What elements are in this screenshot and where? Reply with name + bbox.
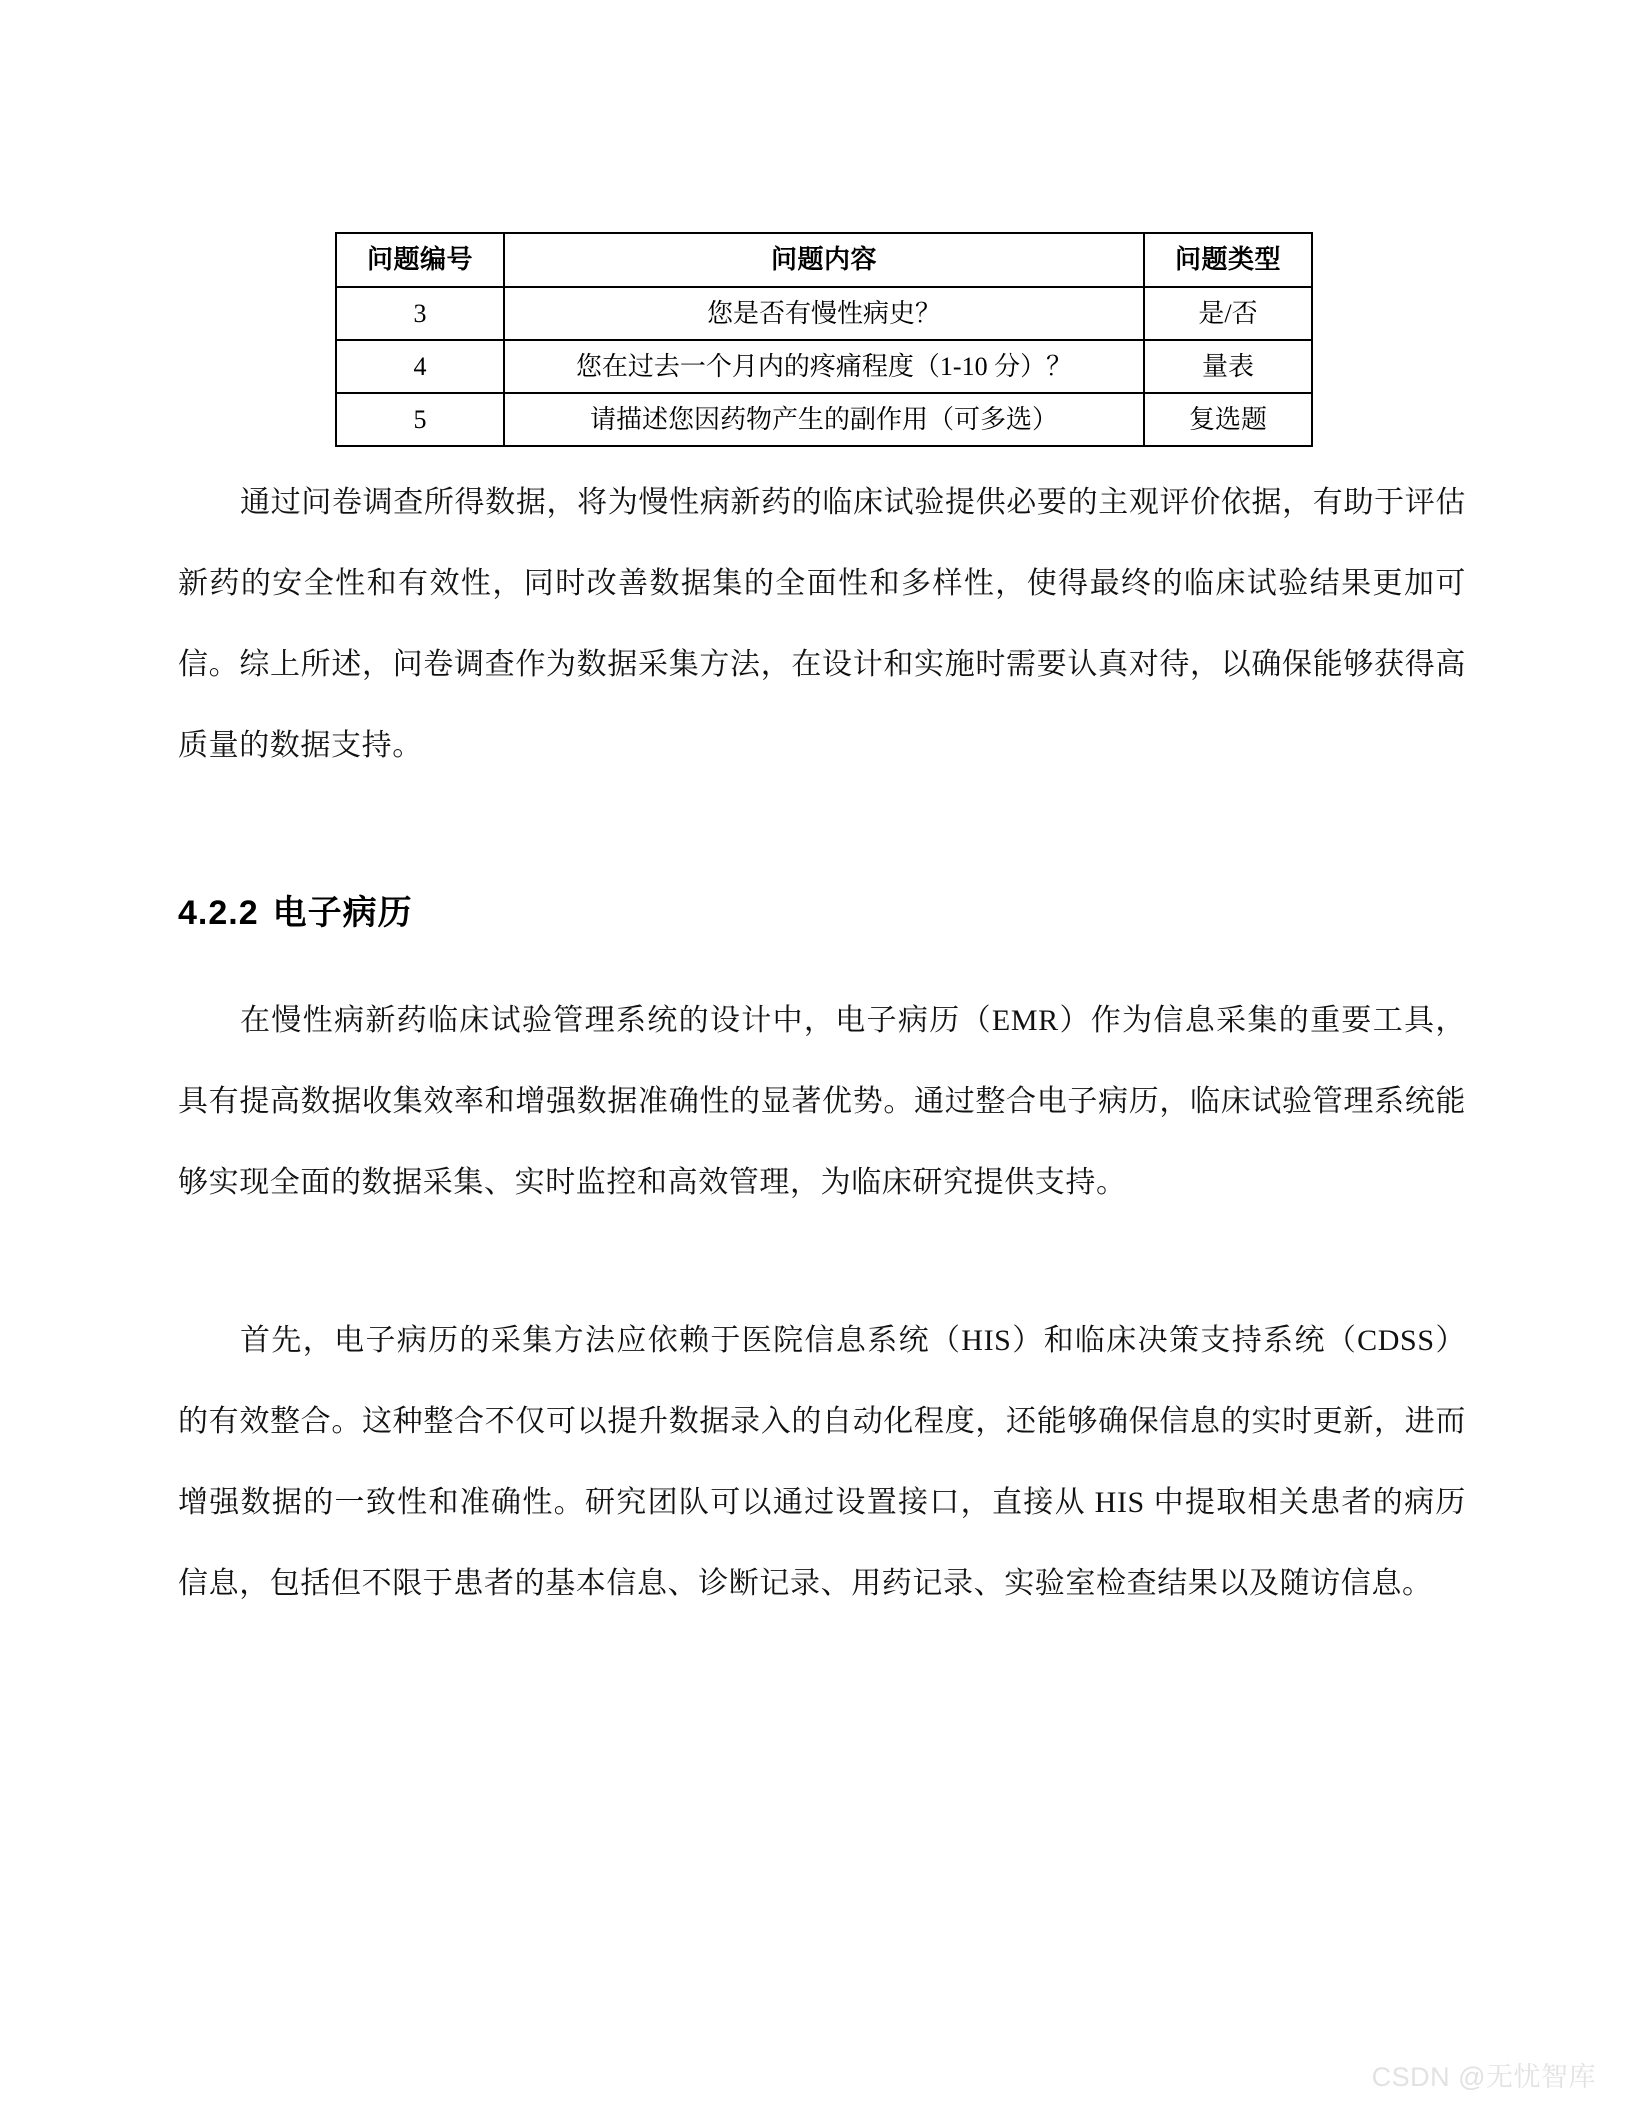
table-row bbox=[336, 287, 1312, 340]
column-header-question-number: 问题编号 bbox=[336, 233, 504, 287]
cell-question-number: 4 bbox=[336, 340, 504, 393]
body-paragraph-emr-collection-method: 首先，电子病历的采集方法应依赖于医院信息系统（HIS）和临床决策支持系统（CDSS）的有效整合。这种整合不仅可以提升数据录入的自动化程度，还能够确保信息的实时更新，进而增强数据的一致性和准确性。研究团队可以通过设置接口，直接从 HIS 中提取相关患者的病历信息，包括但不限于患者的基本信息、诊断记录、用药记录、实验室检查结果以及随访信息。 bbox=[178, 1324, 1466, 1600]
cell-question-content: 您是否有慢性病史？ bbox=[504, 287, 1144, 340]
table-header bbox=[336, 233, 1312, 287]
table-row bbox=[336, 340, 1312, 393]
cell-question-number: 3 bbox=[336, 287, 504, 340]
section-heading-4-2-2 bbox=[178, 888, 413, 938]
body-paragraph-emr-intro: 在慢性病新药临床试验管理系统的设计中，电子病历（EMR）作为信息采集的重要工具，具有提高数据收集效率和增强数据准确性的显著优势。通过整合电子病历，临床试验管理系统能够实现全面的数据采集、实时监控和高效管理，为临床研究提供支持。 bbox=[178, 1004, 1466, 1199]
questionnaire-table-container bbox=[335, 232, 1305, 447]
cell-question-content: 请描述您因药物产生的副作用（可多选） bbox=[504, 393, 1144, 446]
questionnaire-table bbox=[335, 232, 1313, 447]
csdn-watermark: CSDN @无忧智库 bbox=[1371, 2062, 1596, 2092]
cell-question-type: 复选题 bbox=[1144, 393, 1312, 446]
body-paragraph-questionnaire-summary: 通过问卷调查所得数据，将为慢性病新药的临床试验提供必要的主观评价依据，有助于评估新药的安全性和有效性，同时改善数据集的全面性和多样性，使得最终的临床试验结果更加可信。综上所述，问卷调查作为数据采集方法，在设计和实施时需要认真对待，以确保能够获得高质量的数据支持。 bbox=[178, 486, 1466, 762]
table-row bbox=[336, 393, 1312, 446]
section-heading-title: 电子病历 bbox=[272, 894, 413, 932]
table-header-row bbox=[336, 233, 1312, 287]
cell-question-content: 您在过去一个月内的疼痛程度（1-10 分）？ bbox=[504, 340, 1144, 393]
cell-question-type: 是/否 bbox=[1144, 287, 1312, 340]
column-header-question-content: 问题内容 bbox=[504, 233, 1144, 287]
section-heading-number: 4.2.2 bbox=[178, 894, 259, 932]
cell-question-type: 量表 bbox=[1144, 340, 1312, 393]
cell-question-number: 5 bbox=[336, 393, 504, 446]
table-body bbox=[336, 287, 1312, 446]
column-header-question-type: 问题类型 bbox=[1144, 233, 1312, 287]
